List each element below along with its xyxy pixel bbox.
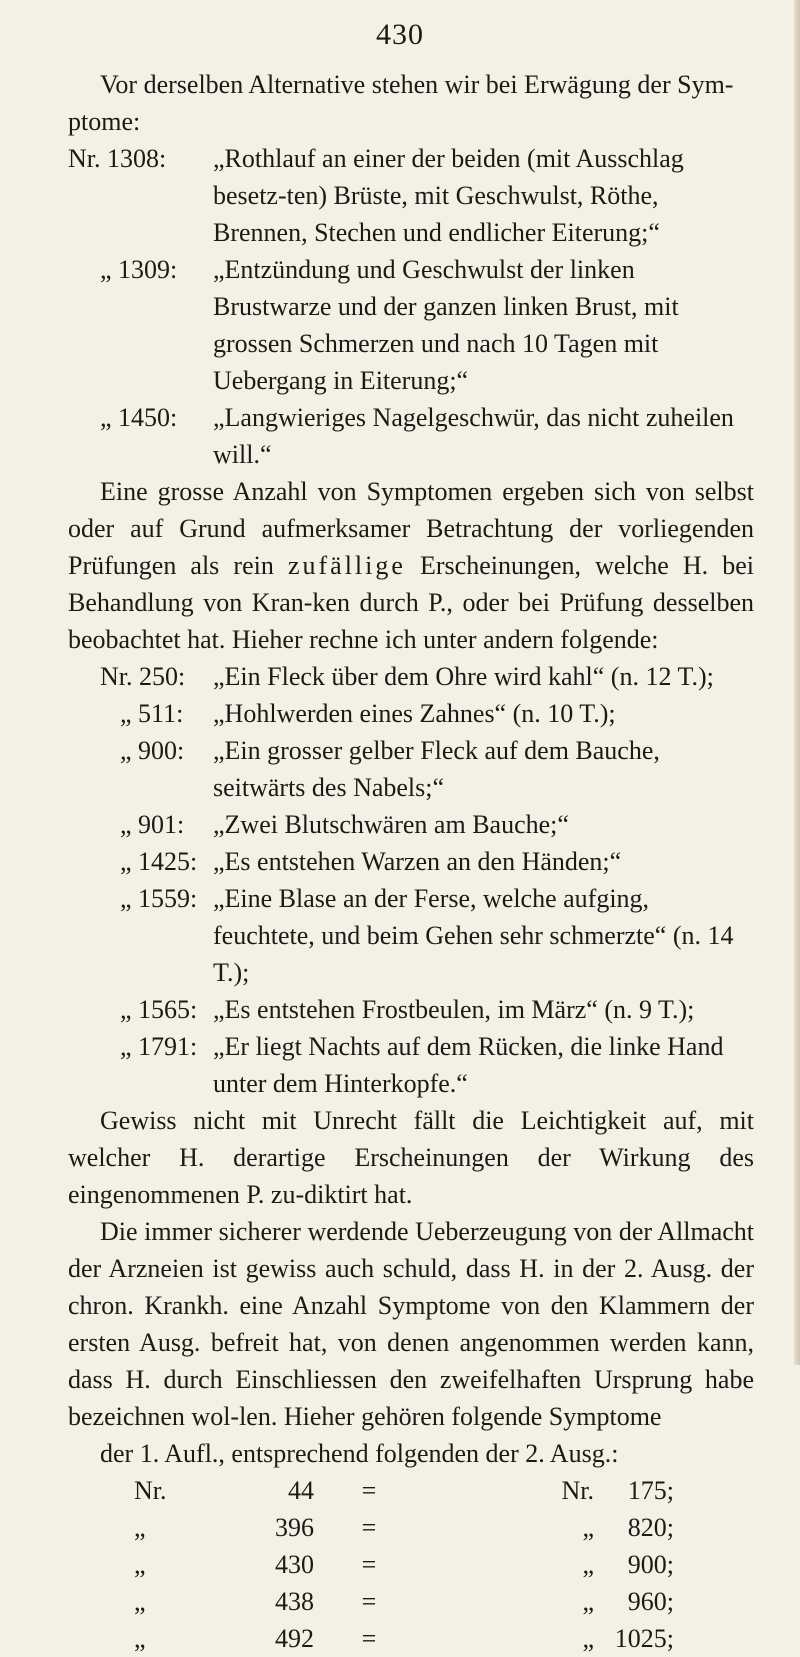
list-item [68,658,754,695]
entry-number: Nr. 250: [100,662,186,691]
main-text [68,66,754,1657]
number-left: 44 [288,1476,314,1505]
paragraph-conclusion: Gewiss nicht mit Unrecht fällt die Leichtigkeit auf, mit welcher H. derartige Erscheinungen der Wirkung des eingenommenen P. zu-diktirt hat. [68,1106,754,1209]
entry-text: „Es entstehen Frostbeulen, im März“ (n. 9 T.); [213,995,695,1024]
entry-text: „Zwei Blutschwären am Bauche;“ [213,810,569,839]
number-right: 175; [627,1476,674,1505]
prefix-left: „ [134,1624,146,1653]
list-item [68,140,754,251]
equals-sign: = [361,1550,377,1579]
entry-number: „ 1565: [120,995,198,1024]
number-right: 1025; [614,1624,674,1653]
number-left: 396 [275,1513,314,1542]
list-item [68,251,754,399]
correspondence-table [68,1472,754,1657]
list-item [68,880,754,991]
page-number: 430 [376,18,424,51]
entry-text: „Ein grosser gelber Fleck auf dem Bauche, seitwärts des Nabels;“ [213,736,660,802]
list-item [68,695,754,732]
table-row [68,1472,754,1509]
symptom-list-a [68,140,754,473]
para2-after: Erscheinungen, welche H. bei Behandlung von Kran-ken durch P., oder bei Prüfung desselben beobachtet hat. Hieher rechne ich unter andern folgende: [68,551,754,654]
prefix-left: „ [134,1513,146,1542]
entry-text: „Rothlauf an einer der beiden (mit Ausschlag besetz-ten) Brüste, mit Geschwulst, Röthe, Brennen, Stechen und endlicher Eiterung;“ [213,144,684,247]
number-right: 820; [627,1513,674,1542]
number-right: 900; [627,1550,674,1579]
number-right: 960; [627,1587,674,1616]
number-left: 430 [275,1550,314,1579]
prefix-right: „ [582,1587,594,1616]
prefix-right: „ [582,1624,594,1653]
entry-number: „ 1450: [100,403,178,432]
paragraph-random-symptoms [68,473,754,658]
prefix-right: Nr. [561,1476,594,1505]
table-caption: der 1. Aufl., entsprechend folgenden der 2. Ausg.: [100,1439,619,1468]
para2-before: Eine grosse Anzahl von Symptomen ergeben sich von selbst oder auf Grund aufmerksamer Betrachtung der vorliegenden Prüfungen als rein [68,477,754,580]
prefix-right: „ [582,1550,594,1579]
entry-number: Nr. 1308: [68,144,167,173]
entry-text: „Es entstehen Warzen an den Händen;“ [213,847,622,876]
prefix-left: „ [134,1587,146,1616]
number-left: 438 [275,1587,314,1616]
table-row [68,1620,754,1657]
prefix-left: Nr. [134,1476,167,1505]
list-item [68,732,754,806]
intro-line-1: Vor derselben Alternative stehen wir bei Erwägung der Sym- [100,70,734,99]
entry-text: „Ein Fleck über dem Ohre wird kahl“ (n. 12 T.); [213,662,714,691]
entry-number: „ 1425: [120,847,198,876]
list-item [68,991,754,1028]
equals-sign: = [361,1476,377,1505]
entry-number: „ 1309: [100,255,178,284]
list-item [68,843,754,880]
intro-paragraph [68,66,754,140]
entry-number: „ 1559: [120,884,198,913]
table-row [68,1509,754,1546]
list-item [68,806,754,843]
prefix-left: „ [134,1550,146,1579]
entry-number: „ 901: [120,810,185,839]
entry-number: „ 511: [120,699,184,728]
equals-sign: = [361,1587,377,1616]
number-left: 492 [275,1624,314,1653]
list-item [68,1028,754,1102]
entry-text: „Hohlwerden eines Zahnes“ (n. 10 T.); [213,699,616,728]
entry-text: „Eine Blase an der Ferse, welche aufging, feuchtete, und beim Gehen sehr schmerzte“ (n. 14 T.); [213,884,734,987]
prefix-right: „ [582,1513,594,1542]
equals-sign: = [361,1624,377,1653]
table-row [68,1546,754,1583]
page-edge [794,0,800,1365]
intro-line-2: ptome: [68,107,141,136]
equals-sign: = [361,1513,377,1542]
entry-text: „Er liegt Nachts auf dem Rücken, die linke Hand unter dem Hinterkopfe.“ [213,1032,724,1098]
entry-number: „ 1791: [120,1032,198,1061]
list-item [68,399,754,473]
entry-number: „ 900: [120,736,185,765]
table-row [68,1583,754,1620]
para2-emphasis: zufällige [287,551,406,580]
symptom-list-b [68,658,754,1102]
paragraph-brackets: Die immer sicherer werdende Ueberzeugung von der Allmacht der Arzneien ist gewiss auch schuld, dass H. in der 2. Ausg. der chron. Krankh. eine Anzahl Symptome von den Klammern der ersten Ausg. befreit hat, von denen angenommen werden kann, dass H. durch Einschliessen den zweifelhaften Ursprung habe bezeichnen wol-len. Hieher gehören folgende Symptome [68,1217,754,1431]
entry-text: „Langwieriges Nagelgeschwür, das nicht zuheilen will.“ [213,403,734,469]
entry-text: „Entzündung und Geschwulst der linken Brustwarze und der ganzen linken Brust, mit grossen Schmerzen und nach 10 Tagen mit Uebergang in Eiterung;“ [213,255,679,395]
